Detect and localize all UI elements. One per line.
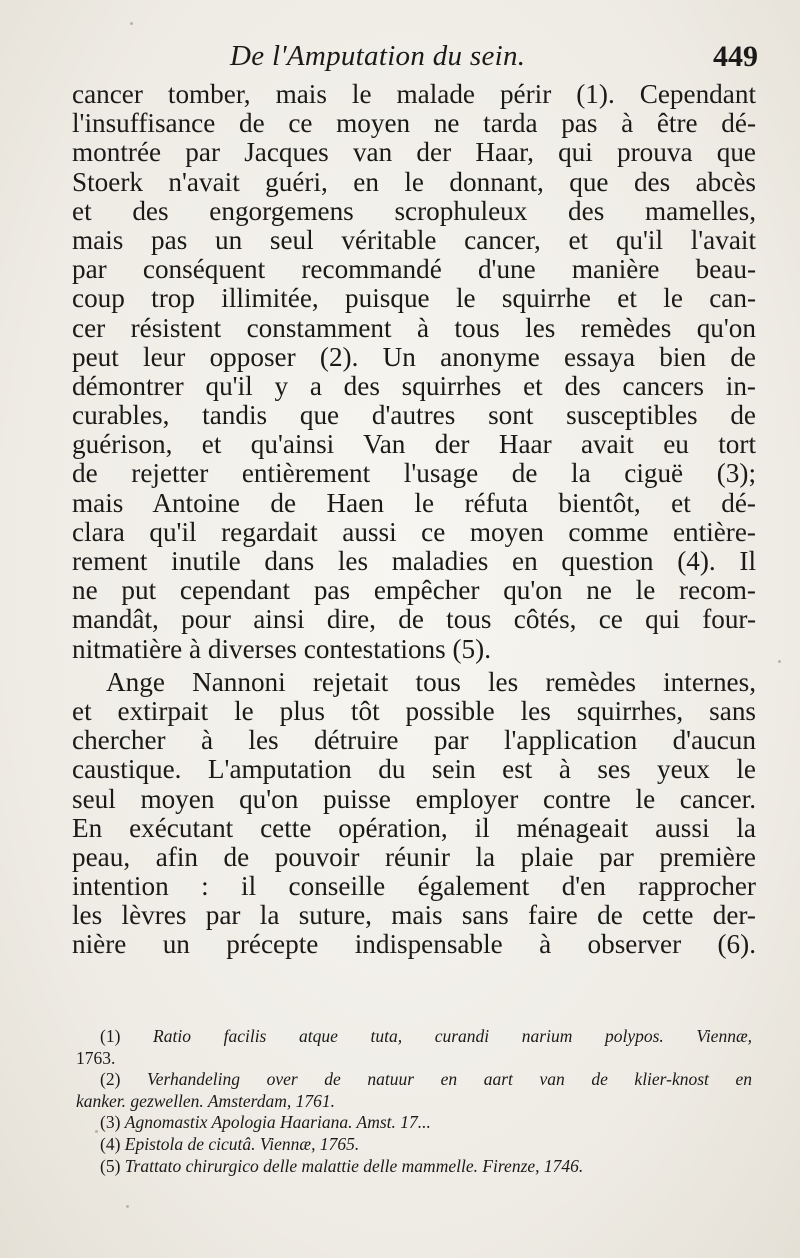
footnote-text: Agnomastix Apologia Haariana. Amst. 17... — [124, 1112, 431, 1133]
text-line: intention : il conseille également d'en rapprocher — [72, 871, 756, 902]
footnote-line — [76, 1069, 752, 1091]
footnote-text: Ratio facilis atque tuta, curandi narium polypos. Viennæ, — [153, 1026, 752, 1046]
running-title: De l'Amputation du sein. — [230, 40, 526, 72]
paper-speck — [126, 1205, 129, 1208]
text-line: peau, afin de pouvoir réunir la plaie par première — [72, 841, 756, 872]
text-line: seul moyen qu'on puisse employer contre le cancer. — [72, 783, 756, 814]
footnote-text: Verhandeling over de natuur en aart van de klier-knost en — [147, 1069, 753, 1090]
text-line: curables, tandis que d'autres sont susceptibles de — [72, 400, 756, 431]
text-line: l'insuffisance de ce moyen ne tarda pas à être dé- — [72, 108, 756, 139]
footnote-4 — [76, 1134, 752, 1156]
text-line: montrée par Jacques van der Haar, qui prouva que — [72, 137, 756, 168]
footnote-line — [76, 1091, 752, 1113]
footnote-marker: (1) — [100, 1026, 121, 1046]
page-header — [70, 36, 760, 80]
paper-speck — [130, 22, 133, 25]
text-line: En exécutant cette opération, il ménageait aussi la — [72, 812, 756, 843]
paper-speck — [778, 660, 781, 663]
footnote-marker: (3) — [100, 1112, 121, 1133]
text-line: nitmatière à diverses contestations (5). — [72, 633, 492, 664]
text-line: Ange Nannoni rejetait tous les remèdes internes, — [106, 666, 756, 697]
footnote-line — [76, 1048, 752, 1070]
text-line: Stoerk n'avait guéri, en le donnant, que des abcès — [72, 166, 756, 197]
footnote-3 — [76, 1112, 752, 1134]
text-line: et extirpait le plus tôt possible les squirrhes, sans — [72, 695, 756, 726]
text-line: cer résistent constamment à tous les remèdes qu'on — [72, 312, 756, 343]
paragraph-1 — [72, 80, 756, 664]
footnote-marker: (2) — [100, 1069, 121, 1090]
text-line: mais Antoine de Haen le réfuta bientôt, et dé- — [72, 487, 756, 518]
text-line: rement inutile dans les maladies en question (4). Il — [72, 546, 756, 576]
footnote-line — [76, 1156, 752, 1178]
paper-speck — [95, 1130, 98, 1133]
footnote-marker: (5) — [100, 1155, 121, 1176]
footnote-text: kanker. gezwellen. Amsterdam, 1761. — [76, 1090, 336, 1111]
text-line: caustique. L'amputation du sein est à ses yeux le — [72, 754, 756, 785]
text-line: guérison, et qu'ainsi Van der Haar avait eu tort — [72, 429, 756, 460]
text-line: mandât, pour ainsi dire, de tous côtés, ce qui four- — [72, 604, 756, 635]
text-line: clara qu'il regardait aussi ce moyen comme entière- — [72, 516, 756, 547]
footnote-5 — [76, 1156, 752, 1178]
footnote-text: 1763. — [76, 1047, 116, 1068]
footnote-line — [76, 1112, 752, 1134]
text-line: cancer tomber, mais le malade périr (1). Cependant — [72, 79, 756, 109]
footnote-text: Trattato chirurgico delle malattie delle mammelle. Firenze, 1746. — [124, 1155, 584, 1176]
text-line: ne put cependant pas empêcher qu'on ne le recom- — [72, 575, 756, 606]
footnote-marker: (4) — [100, 1133, 121, 1154]
text-line: mais pas un seul véritable cancer, et qu'il l'avait — [72, 224, 756, 255]
text-line: démontrer qu'il y a des squirrhes et des cancers in- — [72, 370, 756, 401]
footnote-2 — [76, 1069, 752, 1112]
text-line: coup trop illimitée, puisque le squirrhe et le can- — [72, 283, 756, 314]
page-number: 449 — [713, 40, 758, 73]
footnotes — [76, 1026, 752, 1177]
text-line: de rejetter entièrement l'usage de la ciguë (3); — [72, 458, 756, 489]
text-line: nière un précepte indispensable à observer (6). — [72, 929, 756, 960]
text-line: les lèvres par la suture, mais sans faire de cette der- — [72, 900, 756, 931]
main-text — [72, 80, 756, 960]
footnote-1 — [76, 1026, 752, 1069]
text-line: et des engorgemens scrophuleux des mamelles, — [72, 195, 756, 226]
text-line: chercher à les détruire par l'application d'aucun — [72, 725, 756, 756]
text-line: par conséquent recommandé d'une manière beau- — [72, 254, 756, 285]
text-line: peut leur opposer (2). Un anonyme essaya bien de — [72, 341, 756, 372]
footnote-line — [76, 1134, 752, 1156]
footnote-line — [76, 1026, 752, 1048]
paragraph-2 — [72, 668, 756, 960]
footnote-text: Epistola de cicutâ. Viennæ, 1765. — [124, 1133, 360, 1154]
